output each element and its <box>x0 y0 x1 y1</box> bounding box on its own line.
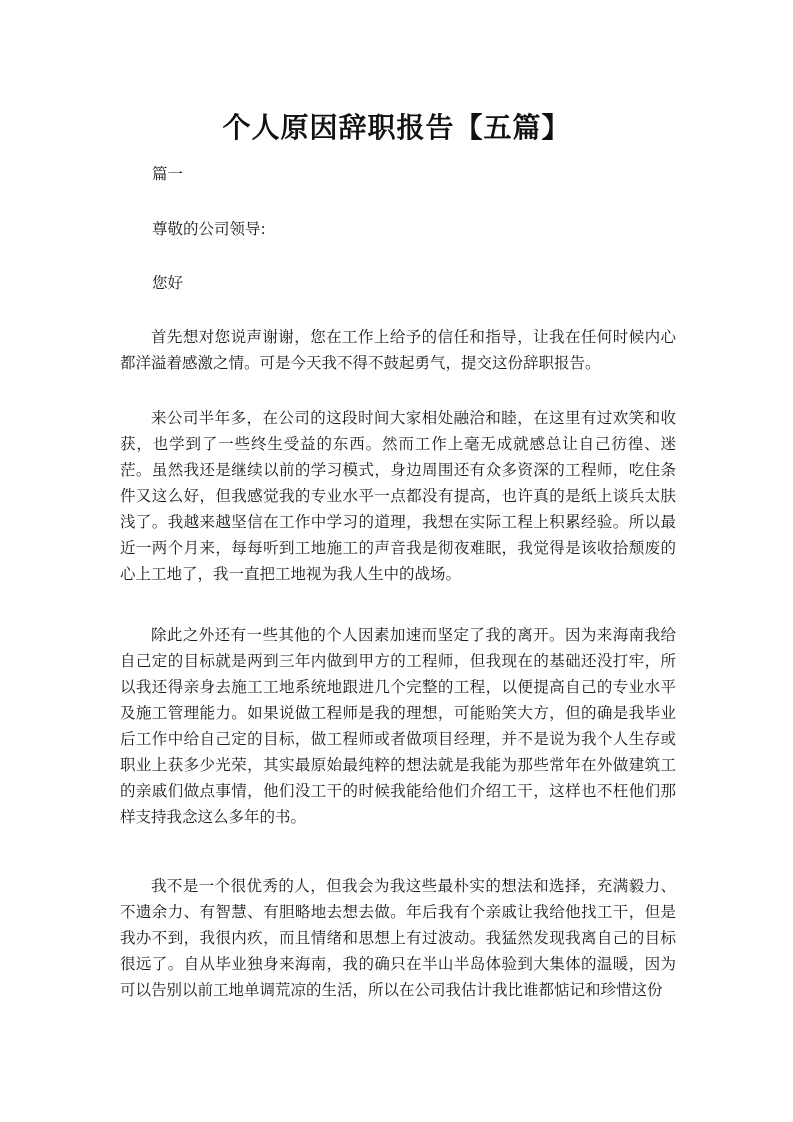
body-paragraph-3: 除此之外还有一些其他的个人因素加速而坚定了我的离开。因为来海南我给自己定的目标就是两到三年内做到甲方的工程师，但我现在的基础还没打牢，所以我还得亲身去施工工地系统地跟进几个完整的工程，以便提高自己的专业水平及施工管理能力。如果说做工程师是我的理想，可能贻笑大方，但的确是我毕业后工作中给自己定的目标，做工程师或者做项目经理，并不是说为我个人生存或职业上获多少光荣，其实最原始最纯粹的想法就是我能为那些常年在外做建筑工的亲戚们做点事情，他们没工干的时候我能给他们介绍工干，这样也不枉他们那样支持我念这么多年的书。 <box>120 626 676 826</box>
section-label: 篇一 <box>152 165 184 183</box>
body-paragraph-2: 来公司半年多，在公司的这段时间大家相处融洽和睦，在这里有过欢笑和收获，也学到了一些终生受益的东西。然而工作上毫无成就感总让自己彷徨、迷茫。虽然我还是继续以前的学习模式，身边周围还有众多资深的工程师，吃住条件又这么好，但我感觉我的专业水平一点都没有提高，也许真的是纸上谈兵太肤浅了。我越来越坚信在工作中学习的道理，我想在实际工程上积累经验。所以最近一两个月来，每每听到工地施工的声音我是彻夜难眠，我觉得是该收拾颓废的心上工地了，我一直把工地视为我人生中的战场。 <box>120 409 676 583</box>
body-paragraph-1: 首先想对您说声谢谢，您在工作上给予的信任和指导，让我在任何时候内心都洋溢着感激之情。可是今天我不得不鼓起勇气，提交这份辞职报告。 <box>120 328 676 372</box>
salutation: 尊敬的公司领导: <box>152 220 266 238</box>
body-paragraph-4: 我不是一个很优秀的人，但我会为我这些最朴实的想法和选择，充满毅力、不遗余力、有智慧、有胆略地去想去做。年后我有个亲戚让我给他找工干，但是我办不到，我很内疚，而且情绪和思想上有过波动。我猛然发现我离自己的目标很远了。自从毕业独身来海南，我的确只在半山半岛体验到大集体的温暖，因为可以告别以前工地单调荒凉的生活，所以在公司我估计我比谁都惦记和珍惜这份 <box>120 877 676 999</box>
document-title: 个人原因辞职报告【五篇】 <box>222 111 571 144</box>
greeting: 您好 <box>152 274 184 292</box>
